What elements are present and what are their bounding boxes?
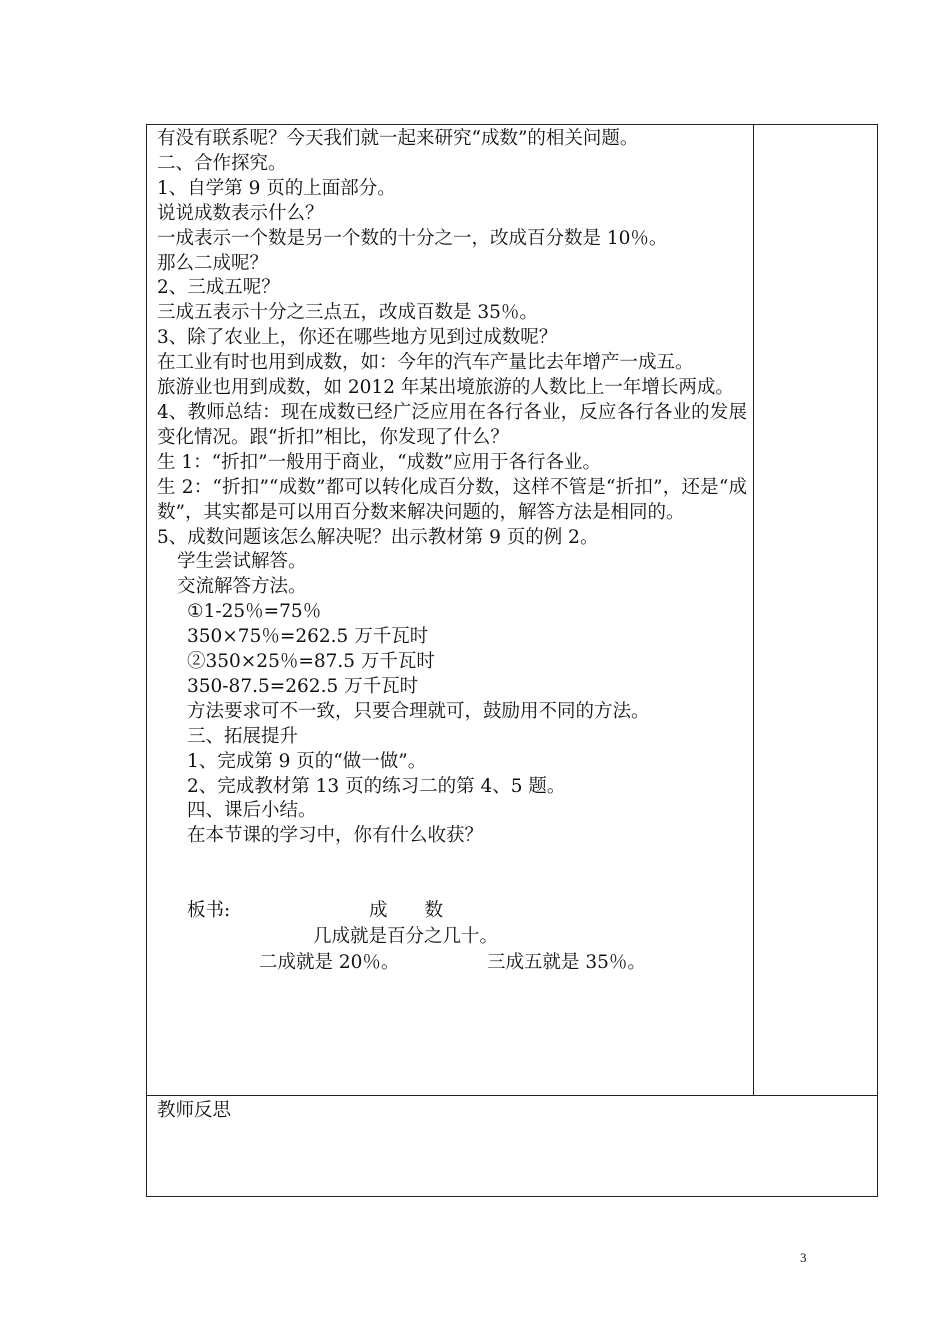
text-line: 生 1：“折扣”一般用于商业，“成数”应用于各行各业。: [157, 451, 601, 473]
text-line: 在工业有时也用到成数，如：今年的汽车产量比去年增产一成五。: [157, 352, 694, 374]
text-line: 350-87.5=262.5 万千瓦时: [187, 675, 419, 697]
blackboard-summary: [157, 899, 747, 989]
text-line: 有没有联系呢？今天我们就一起来研究“成数”的相关问题。: [157, 128, 639, 149]
text-line: 一成表示一个数是另一个数的十分之一，改成百分数是 10％。: [157, 227, 668, 249]
board-title: 成 数: [369, 900, 444, 922]
reflection-label: 教师反思: [157, 1100, 232, 1121]
text-line: 1、完成第 9 页的“做一做”。: [187, 750, 427, 772]
reflection-row: [147, 1096, 877, 1196]
text-line: 2、完成教材第 13 页的练习二的第 4、5 题。: [187, 775, 566, 797]
text-line: ②350×25％=87.5 万千瓦时: [187, 651, 435, 673]
text-line: 学生尝试解答。: [177, 551, 307, 573]
text-line: 生 2：“折扣”“成数”都可以转化成百分数，这样不管是“折扣”，还是“成数”，其实都是可以用百分数来解决问题的，解答方法是相同的。: [157, 476, 747, 523]
text-line: 1、自学第 9 页的上面部分。: [157, 177, 396, 199]
text-line: 5、成数问题该怎么解决呢？出示教材第 9 页的例 2。: [157, 526, 599, 548]
lesson-row: [147, 125, 877, 1096]
board-example: 三成五就是 35％。: [487, 952, 646, 974]
text-line: ①1-25％=75％: [187, 601, 322, 623]
text-line: 说说成数表示什么？: [157, 202, 324, 224]
lesson-content: [147, 125, 754, 1095]
text-line: 四、课后小结。: [187, 800, 317, 822]
text-line: 3、除了农业上，你还在哪些地方见到过成数呢？: [157, 327, 558, 349]
text-line: 三、拓展提升: [187, 725, 299, 747]
text-line: 2、三成五呢？: [157, 277, 280, 299]
lesson-table: [146, 124, 878, 1197]
board-example: 二成就是 20％。: [259, 952, 400, 974]
text-line: 350×75％=262.5 万千瓦时: [187, 626, 429, 648]
text-line: 在本节课的学习中，你有什么收获？: [187, 825, 484, 847]
text-line: 旅游业也用到成数，如 2012 年某出境旅游的人数比上一年增长两成。: [157, 377, 734, 399]
board-label: 板书:: [187, 900, 231, 922]
text-line: 二、合作探究。: [157, 152, 287, 174]
page-number: 3: [800, 1250, 807, 1265]
text-line: 交流解答方法。: [177, 576, 307, 598]
spacer: [157, 849, 747, 899]
text-line: 方法要求可不一致，只要合理就可，鼓励用不同的方法。: [187, 700, 650, 722]
text-line: 三成五表示十分之三点五，改成百数是 35％。: [157, 302, 538, 324]
notes-column: [754, 125, 877, 1095]
board-rule: 几成就是百分之几十。: [313, 926, 499, 948]
text-line: 4、教师总结：现在成数已经广泛应用在各行各业，反应各行各业的发展变化情况。跟“折扣”相比，你发现了什么？: [157, 401, 747, 448]
text-line: 那么二成呢？: [157, 252, 269, 274]
